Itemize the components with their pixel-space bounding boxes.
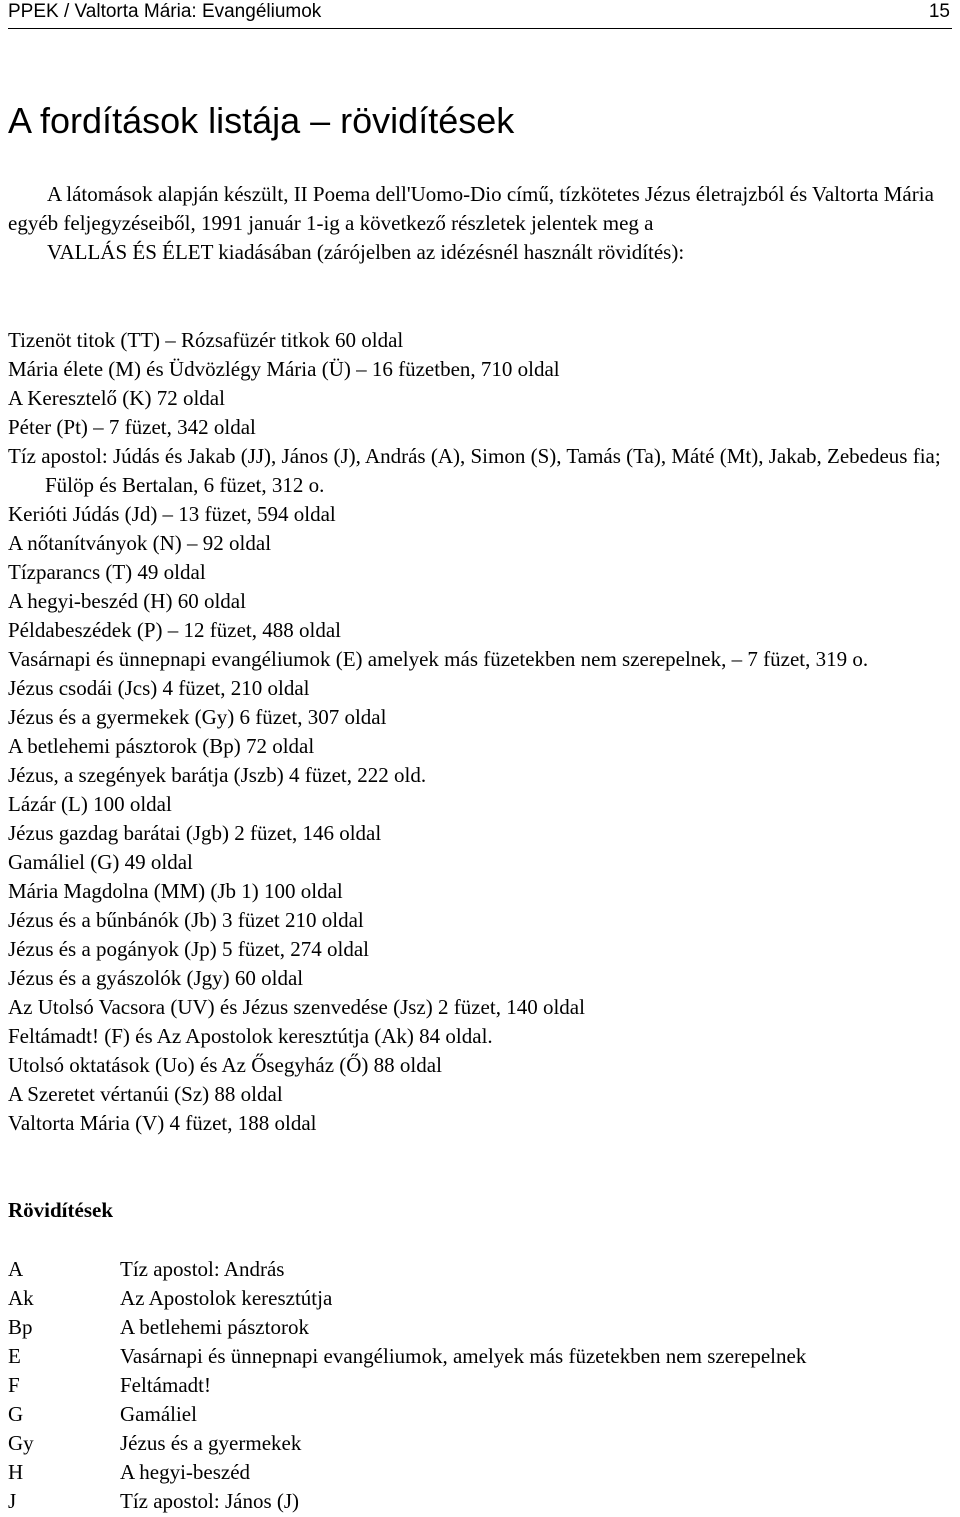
abbreviation-code: F <box>8 1373 20 1397</box>
list-item: Utolsó oktatások (Uo) és Az Ősegyház (Ő) 88 oldal <box>8 1053 442 1077</box>
abbreviations-table <box>8 1255 806 1516</box>
table-row <box>8 1458 806 1487</box>
page-header <box>8 0 952 29</box>
list-item: Mária Magdolna (MM) (Jb 1) 100 oldal <box>8 879 343 903</box>
translation-list <box>8 326 953 1138</box>
list-item: Jézus és a pogányok (Jp) 5 füzet, 274 oldal <box>8 937 369 961</box>
list-item: Valtorta Mária (V) 4 füzet, 188 oldal <box>8 1111 317 1135</box>
list-item: Lázár (L) 100 oldal <box>8 792 172 816</box>
abbreviation-meaning: A hegyi-beszéd <box>120 1460 251 1484</box>
table-row <box>8 1371 806 1400</box>
abbreviation-code: Bp <box>8 1315 33 1339</box>
abbreviation-meaning: Tíz apostol: János (J) <box>120 1489 300 1513</box>
table-row <box>8 1342 806 1371</box>
abbreviations-heading: Rövidítések <box>8 1198 113 1222</box>
abbreviation-code: J <box>8 1489 17 1513</box>
table-row <box>8 1487 806 1516</box>
abbreviation-code: H <box>8 1460 24 1484</box>
list-item: Tízparancs (T) 49 oldal <box>8 560 206 584</box>
abbreviation-code: Ak <box>8 1286 34 1310</box>
list-item: Jézus és a gyászolók (Jgy) 60 oldal <box>8 966 304 990</box>
list-item: Kerióti Júdás (Jd) – 13 füzet, 594 oldal <box>8 502 336 526</box>
list-item: Vasárnapi és ünnepnapi evangéliumok (E) amelyek más füzetekben nem szerepelnek, – 7 füzet, 319 o. <box>8 647 869 671</box>
abbreviation-meaning: Az Apostolok keresztútja <box>120 1286 333 1310</box>
table-row <box>8 1255 806 1284</box>
page-number: 15 <box>928 1 950 22</box>
abbreviation-code: E <box>8 1344 21 1368</box>
list-item: A hegyi-beszéd (H) 60 oldal <box>8 589 246 613</box>
list-item: Jézus gazdag barátai (Jgb) 2 füzet, 146 oldal <box>8 821 382 845</box>
abbreviation-meaning: Jézus és a gyermekek <box>120 1431 302 1455</box>
abbreviation-code: A <box>8 1257 24 1281</box>
abbreviation-meaning: A betlehemi pásztorok <box>120 1315 309 1339</box>
list-item: Gamáliel (G) 49 oldal <box>8 850 193 874</box>
list-item: Jézus, a szegények barátja (Jszb) 4 füzet, 222 old. <box>8 763 427 787</box>
list-item: Jézus és a gyermekek (Gy) 6 füzet, 307 oldal <box>8 705 387 729</box>
list-item: A betlehemi pásztorok (Bp) 72 oldal <box>8 734 315 758</box>
intro-paragraph: A látomások alapján készült, II Poema dell'Uomo-Dio című, tízkötetes Jézus életrajzból és Valtorta Mária egyéb feljegyzéseiből, 1991 január 1-ig a következő részletek jelentek meg a <box>8 182 934 235</box>
abbreviation-code: Gy <box>8 1431 34 1455</box>
list-item: Mária élete (M) és Üdvözlégy Mária (Ü) – 16 füzetben, 710 oldal <box>8 357 560 381</box>
abbreviation-meaning: Tíz apostol: András <box>120 1257 285 1281</box>
list-item: Péter (Pt) – 7 füzet, 342 oldal <box>8 415 256 439</box>
list-item: A nőtanítványok (N) – 92 oldal <box>8 531 272 555</box>
table-row <box>8 1313 806 1342</box>
table-row <box>8 1284 806 1313</box>
abbreviation-meaning: Gamáliel <box>120 1402 197 1426</box>
list-item: Feltámadt! (F) és Az Apostolok keresztútja (Ak) 84 oldal. <box>8 1024 493 1048</box>
list-item: A Szeretet vértanúi (Sz) 88 oldal <box>8 1082 283 1106</box>
list-item: Jézus csodái (Jcs) 4 füzet, 210 oldal <box>8 676 310 700</box>
list-item: Tizenöt titok (TT) – Rózsafüzér titkok 60 oldal <box>8 328 404 352</box>
list-item: Példabeszédek (P) – 12 füzet, 488 oldal <box>8 618 341 642</box>
abbreviation-code: G <box>8 1402 24 1426</box>
page-title: A fordítások listája – rövidítések <box>8 100 515 141</box>
abbreviation-meaning: Vasárnapi és ünnepnapi evangéliumok, amelyek más füzetekben nem szerepelnek <box>120 1344 807 1368</box>
intro-text <box>8 180 953 267</box>
intro-paragraph: VALLÁS ÉS ÉLET kiadásában (zárójelben az idézésnél használt rövidítés): <box>47 240 685 264</box>
list-item: Az Utolsó Vacsora (UV) és Jézus szenvedése (Jsz) 2 füzet, 140 oldal <box>8 995 585 1019</box>
list-item: A Keresztelő (K) 72 oldal <box>8 386 225 410</box>
header-title: PPEK / Valtorta Mária: Evangéliumok <box>8 1 322 22</box>
list-item: Tíz apostol: Júdás és Jakab (JJ), János (J), András (A), Simon (S), Tamás (Ta), Máté (Mt), Jakab, Zebedeus fia; Fülöp és Bertalan, 6 füzet, 312 o. <box>8 444 941 497</box>
table-row <box>8 1429 806 1458</box>
table-row <box>8 1400 806 1429</box>
list-item: Jézus és a bűnbánók (Jb) 3 füzet 210 oldal <box>8 908 364 932</box>
abbreviation-meaning: Feltámadt! <box>120 1373 211 1397</box>
